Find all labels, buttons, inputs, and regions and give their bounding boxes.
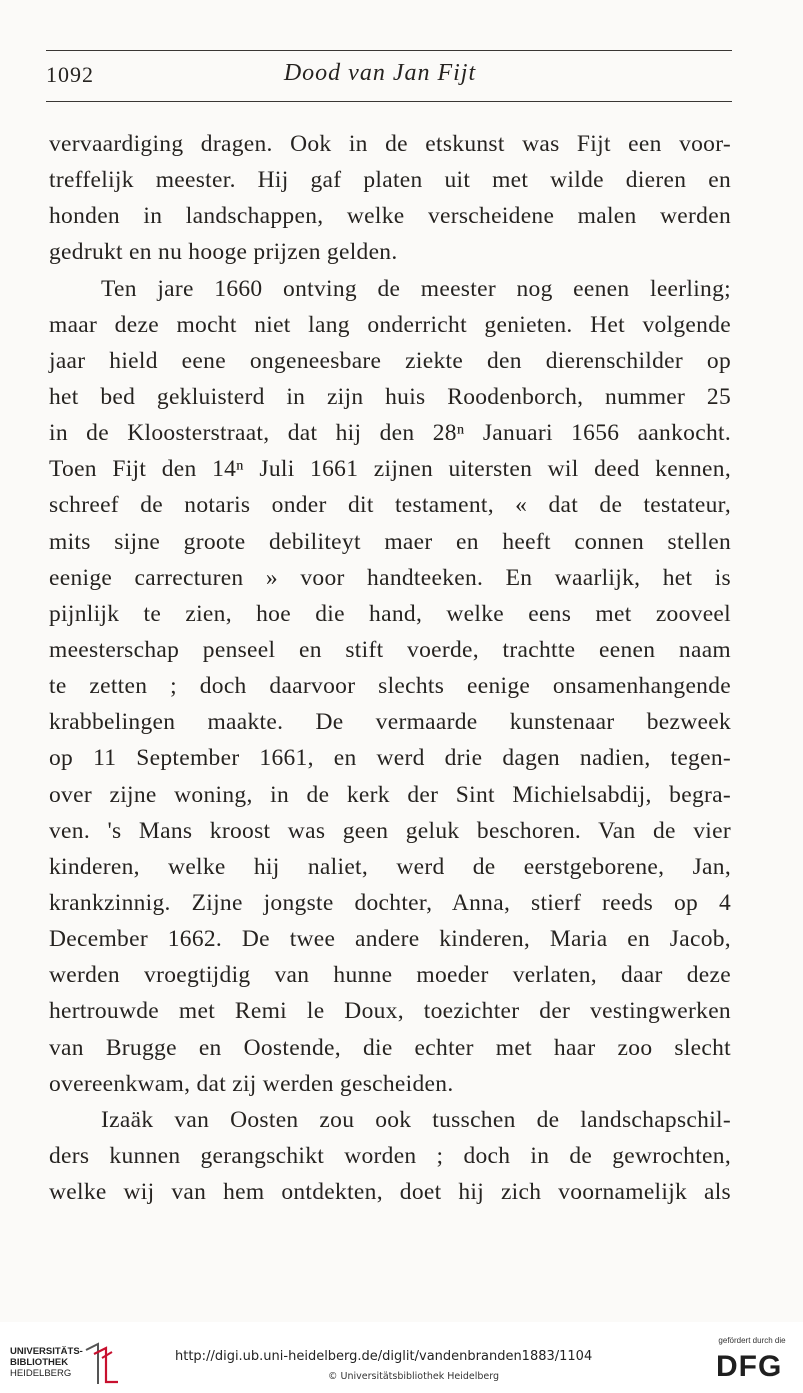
text-line: December 1662. De twee andere kinderen, Maria en Jacob, xyxy=(49,926,731,953)
text-line: Izaäk van Oosten zou ook tusschen de landschapschil- xyxy=(101,1106,731,1133)
text-line: op 11 September 1661, en werd drie dagen nadien, tegen- xyxy=(49,745,731,772)
text-line: te zetten ; doch daarvoor slechts eenige onsamenhangende xyxy=(49,673,731,700)
dfg-logo[interactable] xyxy=(712,1336,792,1386)
text-line: treffelijk meester. Hij gaf platen uit met wilde dieren en xyxy=(49,167,731,194)
text-line: werden vroegtijdig van hunne moeder verlaten, daar deze xyxy=(49,962,731,989)
text-line: meesterschap penseel en stift voerde, trachtte eenen naam xyxy=(49,636,731,663)
text-line: eenige carrecturen » voor handteeken. En waarlijk, het is xyxy=(49,564,731,591)
text-line: maar deze mocht niet lang onderricht genieten. Het volgende xyxy=(49,311,731,338)
source-url-link[interactable]: http://digi.ub.uni-heidelberg.de/diglit/vandenbranden1883/1104 xyxy=(175,1349,593,1364)
text-line: van Brugge en Oostende, die echter met haar zoo slecht xyxy=(49,1034,731,1061)
library-mark-icon xyxy=(82,1342,122,1386)
text-line: kinderen, welke hij naliet, werd de eerstgeborene, Jan, xyxy=(49,853,731,880)
body-text xyxy=(49,126,731,1210)
library-logo[interactable] xyxy=(10,1346,120,1386)
text-line: welke wij van hem ontdekten, doet hij zich voornamelijk als xyxy=(49,1179,731,1206)
text-line: ven. 's Mans kroost was geen geluk beschoren. Van de vier xyxy=(49,817,731,844)
text-line: het bed gekluisterd in zijn huis Roodenborch, nummer 25 xyxy=(49,383,731,410)
library-city: HEIDELBERG xyxy=(10,1368,72,1379)
text-line: jaar hield eene ongeneesbare ziekte den dierenschilder op xyxy=(49,347,731,374)
footer-bar xyxy=(0,1322,803,1393)
library-name xyxy=(10,1346,83,1379)
text-line: krabbelingen maakte. De vermaarde kunstenaar bezweek xyxy=(49,709,731,736)
text-line: krankzinnig. Zijne jongste dochter, Anna, stierf reeds op 4 xyxy=(49,889,731,916)
text-line: vervaardiging dragen. Ook in de etskunst was Fijt een voor- xyxy=(49,131,731,157)
header-rule-bottom xyxy=(46,101,732,102)
running-title: Dood van Jan Fijt xyxy=(283,60,477,86)
text-line: gedrukt en nu hooge prijzen gelden. xyxy=(49,239,398,266)
text-line: overeenkwam, dat zij werden gescheiden. xyxy=(49,1070,454,1097)
text-line: Toen Fijt den 14ⁿ Juli 1661 zijnen uitersten wil deed kennen, xyxy=(49,456,731,483)
header-rule-top xyxy=(46,50,732,51)
text-line: mits sijne groote debiliteyt maer en heeft connen stellen xyxy=(49,528,731,555)
text-line: pijnlijk te zien, hoe die hand, welke eens met zooveel xyxy=(49,600,731,627)
dfg-wordmark: DFG xyxy=(716,1350,783,1383)
text-line: hertrouwde met Remi le Doux, toezichter der vestingwerken xyxy=(49,998,731,1025)
text-line: Ten jare 1660 ontving de meester nog eenen leerling; xyxy=(101,275,731,302)
text-line: over zijne woning, in de kerk der Sint Michielsabdij, begra- xyxy=(49,781,731,808)
page-number: 1092 xyxy=(46,62,94,87)
copyright-notice: © Universitätsbibliothek Heidelberg xyxy=(328,1371,500,1382)
text-line: ders kunnen gerangschikt worden ; doch in de gewrochten, xyxy=(49,1142,731,1169)
library-name-line1: UNIVERSITÄTS- xyxy=(10,1346,83,1357)
text-line: schreef de notaris onder dit testament, « dat de testateur, xyxy=(49,492,731,519)
text-line: in de Kloosterstraat, dat hij den 28ⁿ Januari 1656 aankocht. xyxy=(49,420,731,447)
funding-note: gefördert durch die xyxy=(718,1336,786,1345)
library-name-line2: BIBLIOTHEK xyxy=(10,1357,69,1368)
text-line: honden in landschappen, welke verscheidene malen werden xyxy=(49,203,731,230)
